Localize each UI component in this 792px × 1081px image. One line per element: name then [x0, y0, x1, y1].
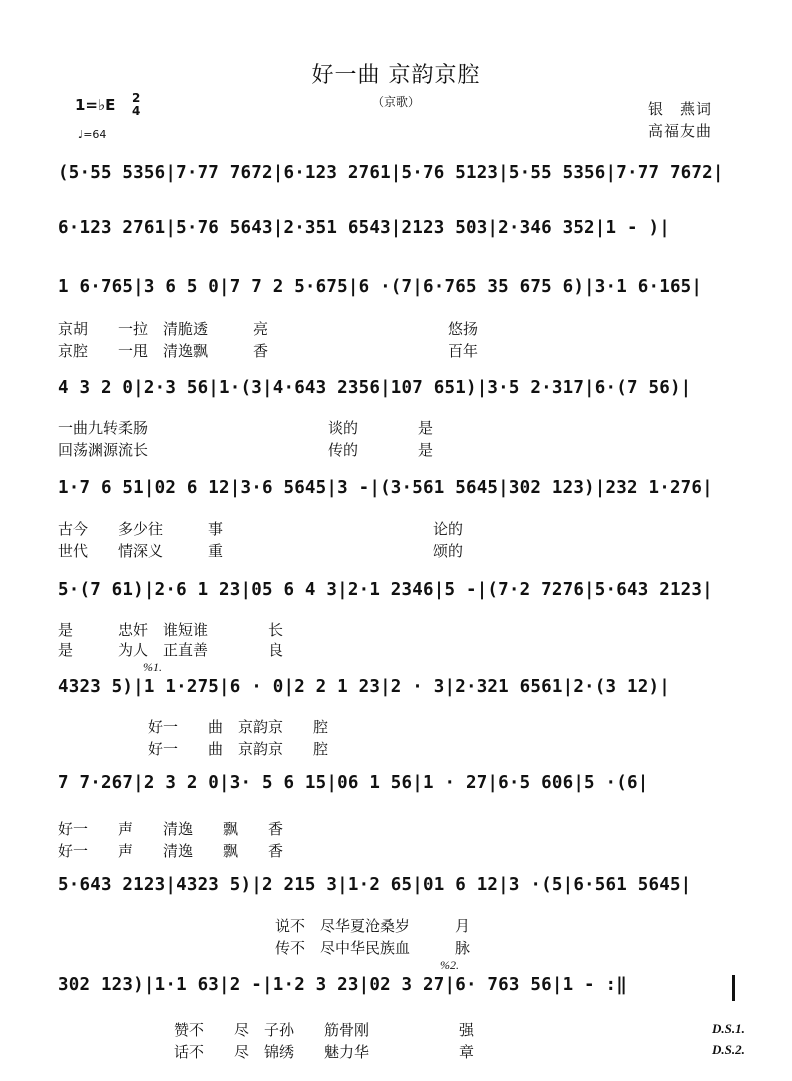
notation-line-10: 302 123)|1·1 63|2 -|1·2 3 23|02 3 27|6· 763 56|1 - :‖	[58, 975, 628, 995]
lyrics-verse2-line6: 好一 声 清逸 飘 香	[58, 842, 284, 860]
dal-segno-1: D.S.1.	[712, 1021, 745, 1036]
segno-1-mark: %1.	[143, 660, 162, 674]
notation-line-9: 5·643 2123|4323 5)|2 215 3|1·2 65|01 6 12|3 ·(5|6·561 5645|	[58, 875, 692, 895]
lyrics-verse2-line5: 好一 曲 京韵京 腔	[148, 740, 329, 758]
lyricist-credit: 银 燕词	[648, 100, 713, 118]
lyrics-verse2-line4: 是 为人 正直善 良	[58, 641, 284, 659]
notation-line-8: 7 7·267|2 3 2 0|3· 5 6 15|06 1 56|1 · 27|6·5 606|5 ·(6|	[58, 773, 649, 793]
tempo-marking: ♩=64	[78, 128, 107, 141]
lyrics-verse1-line7: 说不 尽华夏沧桑岁 月	[275, 917, 471, 935]
lyrics-verse1-line4: 是 忠奸 谁短谁 长	[58, 621, 284, 639]
lyrics-verse1-line3: 古今 多少往 事 论的	[58, 520, 464, 538]
lyrics-verse1-line5: 好一 曲 京韵京 腔	[148, 718, 329, 736]
final-barline	[732, 975, 735, 1001]
segno-2-mark: %2.	[440, 958, 459, 972]
notation-line-6: 5·(7 61)|2·6 1 23|05 6 4 3|2·1 2346|5 -|(7·2 7276|5·643 2123|	[58, 580, 713, 600]
lyrics-verse1-line1: 京胡 一拉 清脆透 亮 悠扬	[58, 320, 479, 338]
dal-segno-2: D.S.2.	[712, 1042, 745, 1057]
notation-line-2: 6·123 2761|5·76 5643|2·351 6543|2123 503|2·346 352|1 - )|	[58, 218, 670, 238]
meter-top: 2	[132, 91, 141, 105]
song-subtitle: （京歌）	[371, 95, 420, 109]
lyrics-verse2-line1: 京腔 一甩 清逸飘 香 百年	[58, 342, 479, 360]
lyrics-verse1-line6: 好一 声 清逸 飘 香	[58, 820, 284, 838]
lyrics-verse2-line2: 回荡渊源流长 传的 是	[58, 441, 434, 459]
notation-line-3: 1 6·765|3 6 5 0|7 7 2 5·675|6 ·(7|6·765 35 675 6)|3·1 6·165|	[58, 277, 703, 297]
time-signature	[132, 92, 140, 118]
notation-line-4: 4 3 2 0|2·3 56|1·(3|4·643 2356|107 651)|3·5 2·317|6·(7 56)|	[58, 378, 692, 398]
lyrics-verse2-line7: 传不 尽中华民族血 脉	[275, 939, 471, 957]
lyrics-verse1-line8: 赞不 尽 子孙 筋骨刚 强	[174, 1021, 475, 1039]
notation-line-5: 1·7 6 51|02 6 12|3·6 5645|3 -|(3·561 5645|302 123)|232 1·276|	[58, 478, 713, 498]
lyrics-verse2-line3: 世代 情深义 重 颂的	[58, 542, 464, 560]
composer-credit: 高福友曲	[648, 122, 713, 140]
meter-bottom: 4	[132, 104, 141, 118]
notation-line-1: (5·55 5356|7·77 7672|6·123 2761|5·76 5123|5·55 5356|7·77 7672|	[58, 163, 724, 183]
key-signature: 1=♭E	[75, 96, 116, 114]
notation-line-7: 4323 5)|1 1·275|6 · 0|2 2 1 23|2 · 3|2·321 6561|2·(3 12)|	[58, 677, 670, 697]
lyrics-verse2-line8: 话不 尽 锦绣 魅力华 章	[174, 1043, 475, 1061]
lyrics-verse1-line2: 一曲九转柔肠 谈的 是	[58, 419, 434, 437]
song-title: 好一曲 京韵京腔	[311, 63, 481, 88]
